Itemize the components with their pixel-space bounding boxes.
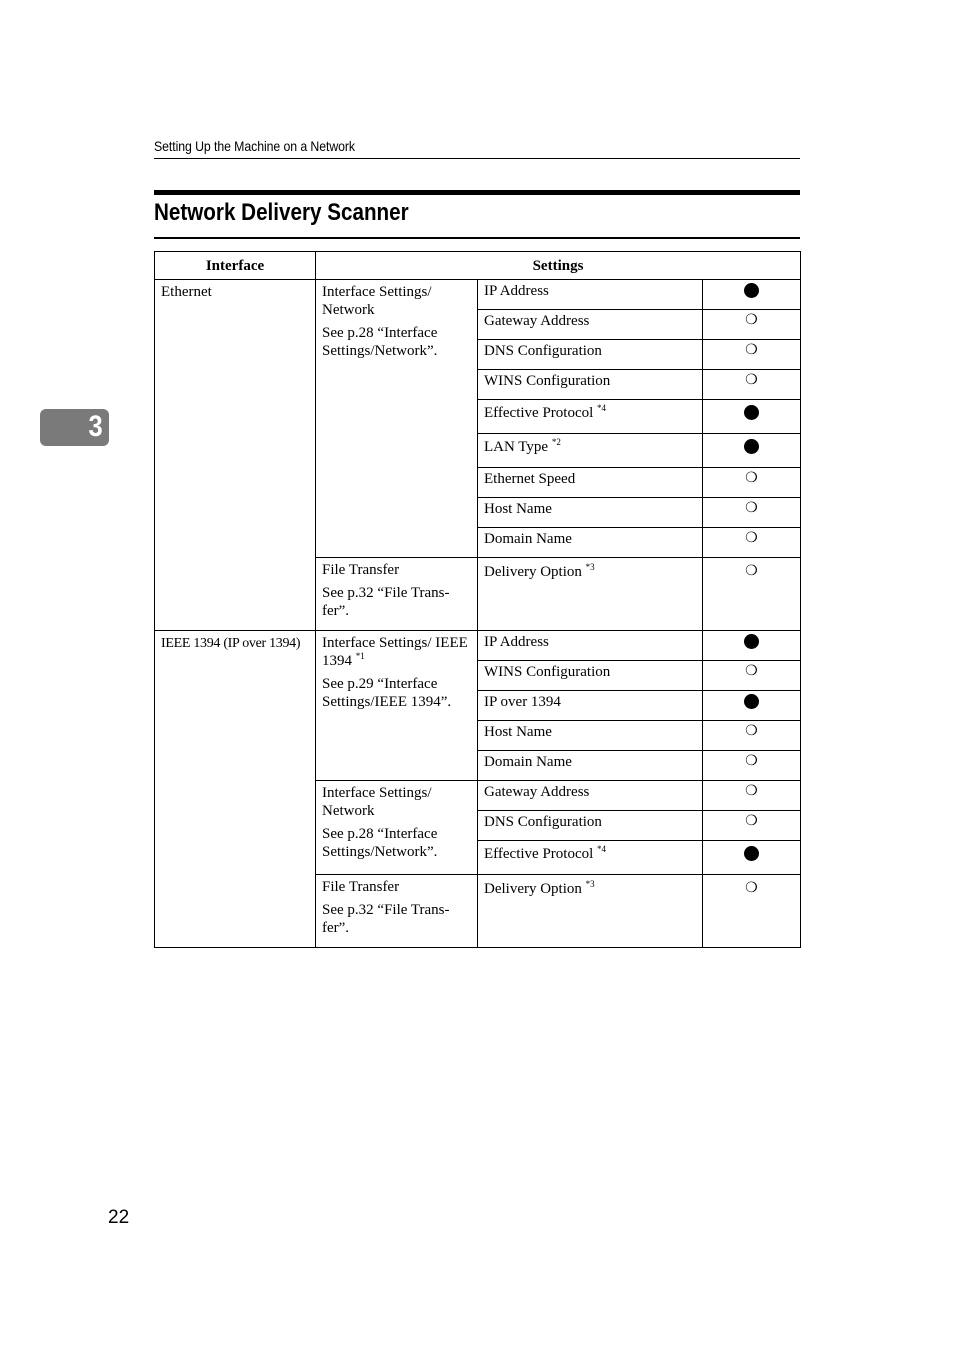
mark-cell [703, 528, 801, 558]
setting-label: IP Address [484, 634, 549, 650]
setting-item [478, 528, 703, 558]
header-settings: Settings [316, 252, 801, 280]
chapter-tab [40, 409, 109, 446]
mark-cell [703, 781, 801, 811]
setting-item [478, 400, 703, 434]
setting-item [478, 280, 703, 310]
chapter-number: 3 [88, 410, 103, 443]
group-cell [316, 280, 478, 558]
group-cell [316, 875, 478, 948]
group-reference: See p.32 “File Trans-fer”. [322, 902, 450, 936]
setting-label: Effective Protocol [484, 405, 594, 421]
setting-label: IP over 1394 [484, 694, 561, 710]
setting-label: Host Name [484, 724, 552, 740]
mark-cell [703, 841, 801, 875]
footnote-ref: *1 [355, 651, 365, 661]
open-circle-icon: ❍ [745, 783, 758, 799]
setting-label: Effective Protocol [484, 846, 594, 862]
group-label: File Transfer [322, 879, 400, 895]
footnote-ref: *4 [597, 403, 607, 413]
open-circle-icon: ❍ [745, 563, 758, 579]
mark-cell [703, 310, 801, 340]
mark-cell [703, 400, 801, 434]
title-rule-bottom [154, 237, 800, 239]
setting-label: Domain Name [484, 531, 572, 547]
setting-item [478, 340, 703, 370]
running-header: Setting Up the Machine on a Network [154, 138, 355, 154]
setting-item [478, 811, 703, 841]
filled-circle-icon [744, 405, 759, 420]
settings-table [154, 251, 801, 948]
setting-label: WINS Configuration [484, 373, 611, 389]
setting-item [478, 721, 703, 751]
open-circle-icon: ❍ [745, 312, 758, 328]
open-circle-icon: ❍ [745, 342, 758, 358]
setting-item [478, 434, 703, 468]
setting-label: Delivery Option [484, 881, 582, 897]
group-reference: See p.28 “Interface Settings/Network”. [322, 826, 438, 860]
group-label-text: Interface Settings/ IEEE 1394 [322, 635, 468, 669]
filled-circle-icon [744, 283, 759, 298]
setting-item [478, 781, 703, 811]
group-reference: See p.32 “File Trans-fer”. [322, 585, 450, 619]
setting-item [478, 631, 703, 661]
open-circle-icon: ❍ [745, 723, 758, 739]
filled-circle-icon [744, 634, 759, 649]
footnote-ref: *4 [597, 844, 607, 854]
setting-label: Domain Name [484, 754, 572, 770]
open-circle-icon: ❍ [745, 813, 758, 829]
group-reference: See p.29 “Interface Settings/IEEE 1394”. [322, 676, 452, 710]
open-circle-icon: ❍ [745, 372, 758, 388]
mark-cell [703, 721, 801, 751]
group-cell [316, 781, 478, 875]
table-header-row [155, 252, 801, 280]
open-circle-icon: ❍ [745, 500, 758, 516]
setting-label: Gateway Address [484, 313, 590, 329]
mark-cell [703, 631, 801, 661]
interface-cell [155, 631, 316, 948]
setting-item [478, 875, 703, 948]
setting-label: Gateway Address [484, 784, 590, 800]
open-circle-icon: ❍ [745, 470, 758, 486]
mark-cell [703, 691, 801, 721]
section-title: Network Delivery Scanner [154, 199, 409, 226]
open-circle-icon: ❍ [745, 530, 758, 546]
mark-cell [703, 280, 801, 310]
footnote-ref: *3 [585, 879, 595, 889]
setting-label: WINS Configuration [484, 664, 611, 680]
setting-item [478, 498, 703, 528]
table-row [155, 280, 801, 310]
interface-label: IEEE 1394 (IP over 1394) [161, 636, 301, 651]
title-rule-top [154, 190, 800, 195]
interface-cell: Ethernet [155, 280, 316, 631]
setting-label: IP Address [484, 283, 549, 299]
group-cell [316, 631, 478, 781]
setting-item [478, 751, 703, 781]
mark-cell [703, 434, 801, 468]
setting-item [478, 661, 703, 691]
open-circle-icon: ❍ [745, 663, 758, 679]
page-number: 22 [108, 1207, 130, 1228]
group-label: File Transfer [322, 562, 400, 578]
setting-item [478, 691, 703, 721]
footnote-ref: *2 [551, 437, 561, 447]
open-circle-icon: ❍ [745, 880, 758, 896]
setting-label: DNS Configuration [484, 343, 602, 359]
setting-label: LAN Type [484, 439, 549, 455]
setting-label: Host Name [484, 501, 552, 517]
mark-cell [703, 751, 801, 781]
footnote-ref: *3 [585, 562, 595, 572]
header-interface: Interface [155, 252, 316, 280]
setting-label: Ethernet Speed [484, 471, 576, 487]
filled-circle-icon [744, 439, 759, 454]
setting-label: DNS Configuration [484, 814, 602, 830]
mark-cell [703, 875, 801, 948]
open-circle-icon: ❍ [745, 753, 758, 769]
mark-cell [703, 661, 801, 691]
setting-item [478, 310, 703, 340]
table-row [155, 631, 801, 661]
setting-item [478, 370, 703, 400]
filled-circle-icon [744, 694, 759, 709]
mark-cell [703, 811, 801, 841]
mark-cell [703, 498, 801, 528]
group-label: Interface Settings/ Network [322, 785, 432, 819]
mark-cell [703, 558, 801, 631]
setting-label: Delivery Option [484, 564, 582, 580]
group-reference: See p.28 “Interface Settings/Network”. [322, 325, 438, 359]
group-label [322, 634, 471, 670]
mark-cell [703, 468, 801, 498]
setting-item [478, 558, 703, 631]
mark-cell [703, 340, 801, 370]
setting-item [478, 468, 703, 498]
header-rule [154, 158, 800, 159]
group-cell [316, 558, 478, 631]
setting-item [478, 841, 703, 875]
group-label: Interface Settings/ Network [322, 284, 432, 318]
filled-circle-icon [744, 846, 759, 861]
mark-cell [703, 370, 801, 400]
